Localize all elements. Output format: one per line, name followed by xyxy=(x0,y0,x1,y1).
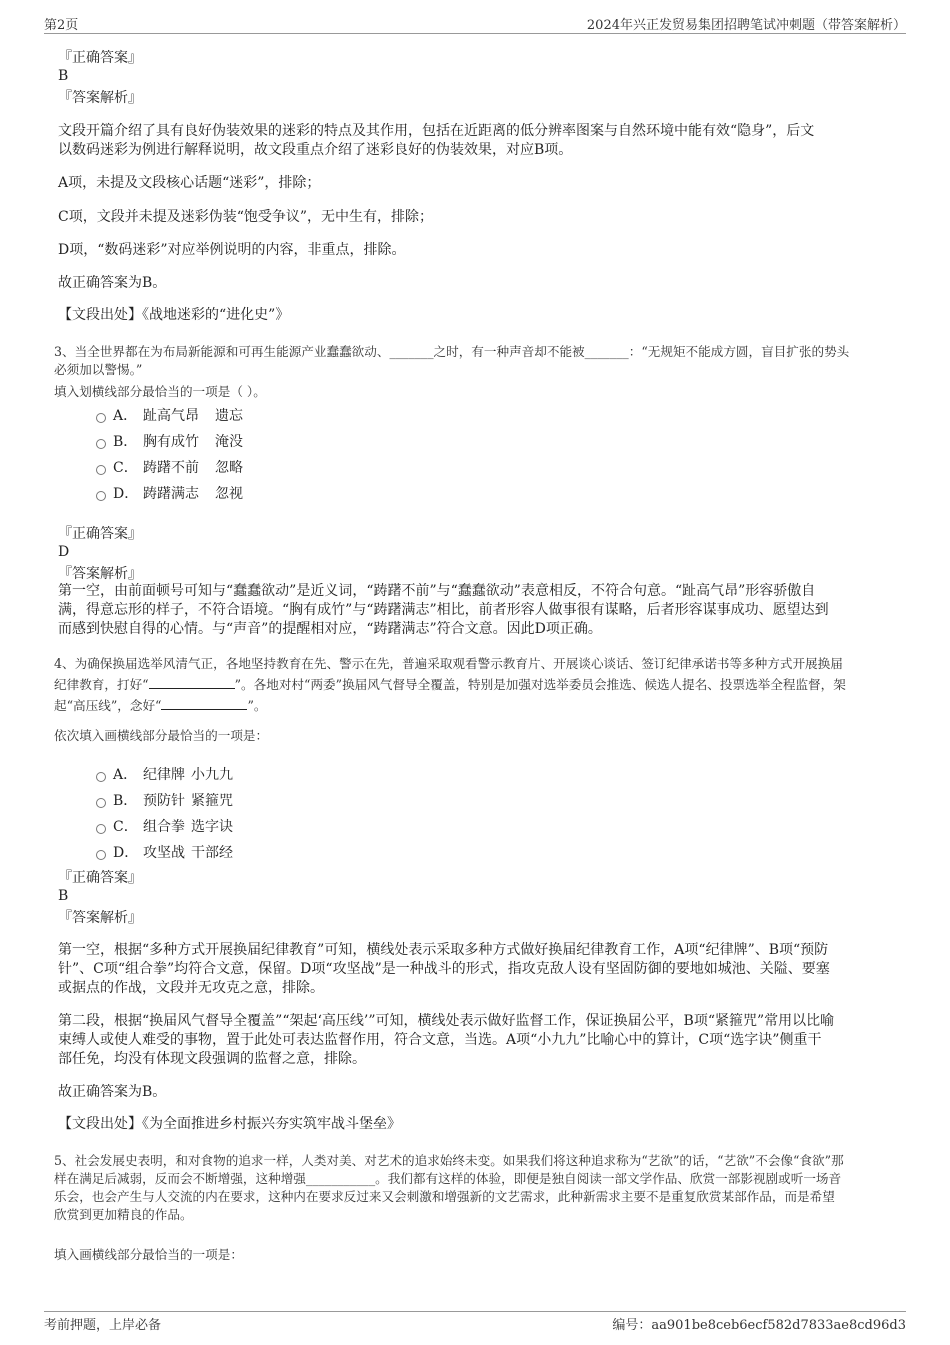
source-citation: 【文段出处】《战地迷彩的“进化史”》 xyxy=(58,307,290,323)
answer-heading: 『正确答案』 xyxy=(58,870,142,886)
question-prompt: 依次填入画横线部分最恰当的一项是： xyxy=(54,728,269,743)
question-stem: 3、当全世界都在为布局新能源和可再生能源产业蠢蠢欲动、_______之时，有一种声音却不能被_______：“无规矩不能成方圆，盲目扩张的势头 必须加以警惕。” xyxy=(54,344,850,377)
document-title: 2024年兴正发贸易集团招聘笔试冲刺题（带答案解析） xyxy=(586,18,906,33)
question-prompt: 填入画横线部分最恰当的一项是： xyxy=(54,1247,243,1262)
answer-value: B xyxy=(58,68,69,84)
answer-heading: 『正确答案』 xyxy=(58,50,142,66)
source-citation: 【文段出处】《为全面推进乡村振兴夯实筑牢战斗堡垒》 xyxy=(58,1116,401,1132)
footer-rule xyxy=(44,1311,906,1312)
analysis-option-d: D项，“数码迷彩”对应举例说明的内容，非重点，排除。 xyxy=(58,242,406,258)
option-b[interactable]: B． 胸有成竹 淹没 xyxy=(96,431,243,451)
option-d[interactable]: D． 踌躇满志 忽视 xyxy=(96,483,243,503)
radio-icon[interactable] xyxy=(96,798,106,808)
analysis-option-c: C项，文段并未提及迷彩伪装“饱受争议”，无中生有，排除； xyxy=(58,209,434,225)
radio-icon[interactable] xyxy=(96,491,106,501)
option-c[interactable]: C． 组合拳 选字诀 xyxy=(96,816,233,836)
option-c[interactable]: C． 踌躇不前 忽略 xyxy=(96,457,243,477)
document-id: 编号：aa901be8ceb6ecf582d7833ae8cd96d3 xyxy=(612,1318,906,1333)
radio-icon[interactable] xyxy=(96,413,106,423)
option-b[interactable]: B． 预防针 紧箍咒 xyxy=(96,790,233,810)
answer-value: D xyxy=(58,544,70,560)
radio-icon[interactable] xyxy=(96,772,106,782)
analysis-paragraph: 文段开篇介绍了具有良好伪装效果的迷彩的特点及其作用，包括在近距离的低分辨率图案与自然环境中能有效“隐身”，后文 以数码迷彩为例进行解释说明，故文段重点介绍了迷彩良好的伪装效果，对应B项。 xyxy=(58,123,815,158)
question-stem: 5、社会发展史表明，和对食物的追求一样，人类对美、对艺术的追求始终未变。如果我们将这种追求称为“艺欲”的话，“艺欲”不会像“食欲”那 样在满足后减弱，反而会不断增强，这种增强___________。我们都有这样的体验，即便是独自阅读一部文学作品、欣赏一部影视剧或听一场音 乐会，也会产生与人交流的内在要求，这种内在要求反过来又会刺激和增强新的文艺需求，此种新需求主要不是重复欣赏某部作品，而是希望 欣赏到更加精良的作品。 xyxy=(54,1153,844,1222)
fill-blank xyxy=(149,677,235,689)
footer-slogan: 考前押题，上岸必备 xyxy=(44,1318,162,1333)
radio-icon[interactable] xyxy=(96,465,106,475)
fill-blank xyxy=(161,698,247,710)
analysis-heading: 『答案解析』 xyxy=(58,910,142,926)
conclusion: 故正确答案为B。 xyxy=(58,1084,167,1100)
option-a[interactable]: A． 趾高气昂 遗忘 xyxy=(96,405,243,425)
answer-value: B xyxy=(58,888,69,904)
conclusion: 故正确答案为B。 xyxy=(58,275,167,291)
page-number: 第2页 xyxy=(44,18,79,33)
analysis-paragraph: 第二段，根据“换届风气督导全覆盖”“架起‘高压线’”可知，横线处表示做好监督工作，保证换届公平，B项“紧箍咒”常用以比喻 束缚人或使人难受的事物，置于此处可表达监督作用，符合文意，当选。A项“小九九”比喻心中的算计，C项“选字诀”侧重干 部任免，均没有体现文段强调的监督之意，排除。 xyxy=(58,1013,835,1067)
radio-icon[interactable] xyxy=(96,850,106,860)
option-d[interactable]: D． 攻坚战 干部经 xyxy=(96,842,233,862)
radio-icon[interactable] xyxy=(96,824,106,834)
analysis-heading: 『答案解析』 xyxy=(58,566,142,582)
option-a[interactable]: A． 纪律牌 小九九 xyxy=(96,764,233,784)
analysis-paragraph: 第一空，由前面顿号可知与“蠢蠢欲动”是近义词，“踌躇不前”与“蠢蠢欲动”表意相反，不符合句意。“趾高气昂”形容骄傲自 满，得意忘形的样子，不符合语境。“胸有成竹”与“踌躇满志”相比，前者形容人做事很有谋略，后者形容谋事成功、愿望达到 而感到快慰自得的心情。与“声音”的提醒相对应，“踌躇满志”符合文意。因此D项正确。 xyxy=(58,583,829,637)
answer-heading: 『正确答案』 xyxy=(58,526,142,542)
header-rule xyxy=(44,33,906,34)
analysis-option-a: A项，未提及文段核心话题“迷彩”，排除； xyxy=(58,175,321,191)
question-prompt: 填入划横线部分最恰当的一项是（ ）。 xyxy=(54,384,266,399)
analysis-paragraph: 第一空，根据“多种方式开展换届纪律教育”可知，横线处表示采取多种方式做好换届纪律教育工作，A项“纪律牌”、B项“预防 针”、C项“组合拳”均符合文意，保留。D项“攻坚战”是一种战斗的形式，指攻克敌人设有坚固防御的要地如城池、关隘、要塞 或据点的作战，文段并无攻克之意，排除。 xyxy=(58,942,830,996)
radio-icon[interactable] xyxy=(96,439,106,449)
analysis-heading: 『答案解析』 xyxy=(58,90,142,106)
question-stem: 4、为确保换届选举风清气正，各地坚持教育在先、警示在先，普遍采取观看警示教育片、开展谈心谈话、签订纪律承诺书等多种方式开展换届 纪律教育，打好“ ”。各地对村“两委”换届风气督导全覆盖，特别是加强对选举委员会推选、候选人提名、投票选举全程监督，架 起“高压线”，念好“ ”。 xyxy=(54,656,846,713)
